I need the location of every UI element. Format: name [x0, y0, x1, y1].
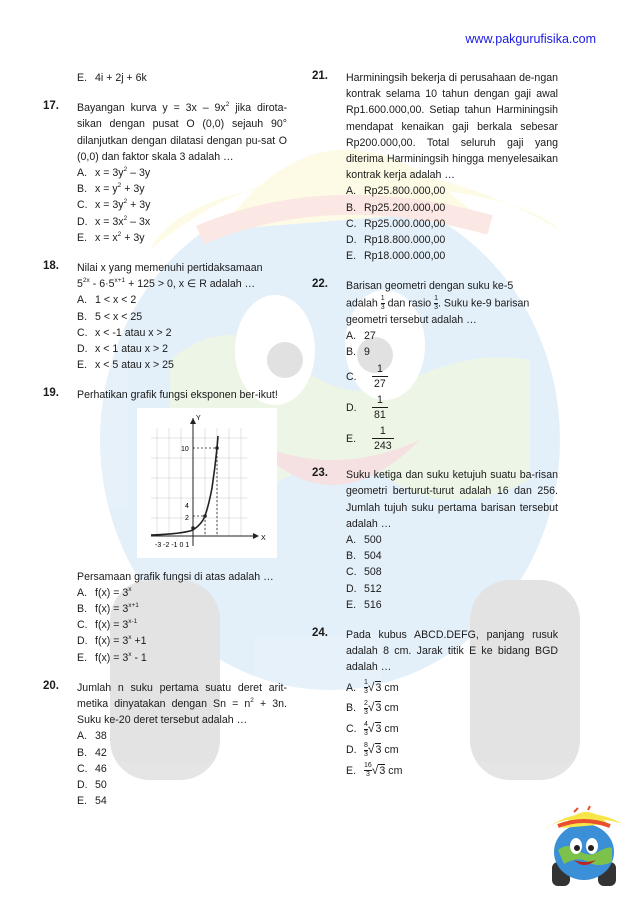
- question-19: [43, 387, 287, 665]
- x-tick-labels: -3 -2 -1 0 1: [155, 541, 190, 549]
- fraction: $\frac{1}{3}$: [364, 679, 368, 696]
- sqrt-icon: √: [367, 741, 375, 756]
- mascot-logo: [538, 800, 630, 890]
- option-c[interactable]: C. x < -1 atau x > 2: [77, 326, 172, 339]
- question-number: 17.: [43, 100, 59, 113]
- option-b[interactable]: B. $f(x) = 3^{x+1}$: [77, 602, 139, 616]
- option-d[interactable]: D. $\frac{8}{3}√3$ cm: [346, 741, 399, 758]
- question-stem: Nilai x yang memenuhi pertidaksamaan $5^{2x} - 6\cdot 5^{x+1} + 125 > 0$, x ∈ R adalah …: [77, 262, 263, 291]
- unit: cm: [384, 743, 399, 756]
- sqrt-icon: √: [371, 762, 379, 777]
- option-e[interactable]: E. x < 5 atau x > 25: [77, 359, 174, 372]
- option-c[interactable]: C. 46: [77, 762, 107, 775]
- option-b[interactable]: B. 9: [346, 346, 370, 359]
- question-number: 20.: [43, 679, 59, 692]
- y-axis-label: Y: [196, 414, 201, 422]
- question-stem: Barisan geometri dengan suku ke-5 adalah $\frac{1}{3}$ dan rasio $\frac{1}{3}$. Suku ke-9 barisan geometri tersebut adalah …: [346, 280, 530, 326]
- question-stem-2: Persamaan grafik fungsi di atas adalah …: [77, 570, 274, 583]
- option-c[interactable]: C. $\frac{1}{27}$: [346, 363, 386, 391]
- question-18: [43, 260, 287, 373]
- option-e[interactable]: E. $f(x) = 3^x - 1$: [77, 650, 147, 664]
- option-b[interactable]: B. $\frac{2}{3}√3$ cm: [346, 700, 399, 717]
- option-d[interactable]: D. Rp18.800.000,00: [346, 234, 446, 247]
- option-c[interactable]: C. $f(x) = 3^{x-1}$: [77, 618, 138, 632]
- radicand: 3: [375, 743, 382, 756]
- question-stem: Pada kubus ABCD.DEFG, panjang rusuk adalah 8 cm. Jarak titik E ke bidang BGD adalah …: [346, 629, 558, 674]
- question-number: 19.: [43, 387, 59, 400]
- question-20: [43, 679, 287, 810]
- option-e[interactable]: E. $x = x^2 + 3y$: [77, 230, 145, 244]
- option-b[interactable]: B. 5 < x < 25: [77, 310, 143, 323]
- fraction: $\frac{1}{27}$: [374, 363, 386, 391]
- option-a[interactable]: A. 500: [346, 534, 382, 547]
- question-22: [312, 278, 558, 453]
- radicand: 3: [375, 702, 382, 715]
- radicand: 3: [375, 681, 382, 694]
- option-d[interactable]: D. 512: [346, 582, 382, 595]
- question-23: [312, 467, 558, 613]
- question-number: 21.: [312, 70, 328, 82]
- fraction: $\frac{4}{3}$: [364, 720, 368, 737]
- sqrt-icon: √: [367, 679, 375, 694]
- fraction: $\frac{1}{243}$: [374, 425, 392, 453]
- radicand: 3: [379, 764, 386, 777]
- question-number: 18.: [43, 260, 59, 273]
- question-number: 24.: [312, 627, 328, 640]
- option-c[interactable]: C. Rp25.000.000,00: [346, 217, 446, 230]
- site-url[interactable]: www.pakgurufisika.com: [465, 32, 596, 46]
- option-c[interactable]: C. 508: [346, 566, 382, 579]
- option-a[interactable]: A. $\frac{1}{3}√3$ cm: [346, 679, 399, 696]
- option-d[interactable]: D. $\frac{1}{81}$: [346, 394, 386, 422]
- option-e[interactable]: E. 516: [346, 598, 382, 611]
- radicand: 3: [375, 723, 382, 736]
- option-e[interactable]: E. Rp18.000.000,00: [346, 250, 446, 263]
- option-b[interactable]: B. 42: [77, 746, 107, 759]
- question-stem: Perhatikan grafik fungsi eksponen ber-ikut!: [77, 389, 278, 402]
- fraction: $\frac{16}{3}$: [364, 762, 372, 779]
- question-24: [312, 627, 558, 779]
- option-b[interactable]: B. 504: [346, 550, 382, 563]
- question-stem: Harminingsih bekerja di perusahaan de-ngan kontrak selama 10 tahun dengan gaji awal Rp1.600.000,00. Setiap tahun Harminingsih mendapat kenaikan gaji berkala sebesar Rp200.000,00. Total seluruh gaji yang diterima Harminingsih hingga menyelesaikan kontrak kerja adalah …: [346, 72, 558, 182]
- question-stem: Suku ketiga dan suku ketujuh suatu ba-risan geometri berturut-turut adalah 16 dan 256. Jumlah tujuh suku pertama barisan tersebut adalah …: [346, 469, 558, 530]
- vector-answer: 4i + 2j + 6k: [95, 72, 147, 84]
- option-a[interactable]: A. 38: [77, 730, 107, 743]
- fraction: $\frac{8}{3}$: [364, 741, 368, 758]
- sqrt-icon: √: [367, 721, 375, 736]
- option-a[interactable]: A. $x = 3y^2 - 3y$: [77, 166, 151, 180]
- question-17: [43, 100, 288, 246]
- option-e[interactable]: E. $\frac{16}{3}√3$ cm: [346, 762, 403, 779]
- x-axis-label: X: [261, 534, 266, 542]
- option-e[interactable]: E. $\frac{1}{243}$: [346, 425, 392, 453]
- option-c[interactable]: C. $x = 3y^2 + 3y$: [77, 198, 151, 212]
- y-tick-label: 4: [185, 502, 189, 510]
- y-tick-label: 10: [181, 445, 189, 453]
- option-a[interactable]: A. Rp25.800.000,00: [346, 185, 446, 198]
- unit: cm: [384, 723, 399, 736]
- y-tick-label: 2: [185, 514, 189, 522]
- unit: cm: [384, 702, 399, 715]
- option-d[interactable]: D. $f(x) = 3^x +1$: [77, 634, 147, 648]
- question-stem: Jumlah n suku pertama suatu deret arit-metika dinyatakan dengan $Sn = n^2 + 3n$. Suku ke-20 deret tersebut adalah …: [77, 681, 287, 727]
- option-d[interactable]: D. x < 1 atau x > 2: [77, 343, 169, 356]
- option-a[interactable]: A. 1 < x < 2: [77, 294, 137, 307]
- option-e[interactable]: E. 54: [77, 795, 107, 808]
- question-21: [312, 70, 558, 264]
- right-column: [312, 70, 558, 793]
- fraction: $\frac{1}{81}$: [374, 394, 386, 422]
- option-a[interactable]: A. $f(x) = 3^x$: [77, 585, 132, 599]
- question-stem: Bayangan kurva $y = 3x - 9x^2$ jika dirota-sikan dengan pusat O (0,0) sejauh 90° dilanjutkan dengan dilatasi dengan pu-sat O (0,0) dan faktor skala 3 adalah …: [77, 101, 288, 163]
- fraction: $\frac{2}{3}$: [364, 700, 368, 717]
- prev-option-e: E. 4i + 2j + 6k: [77, 72, 147, 84]
- option-d[interactable]: D. 50: [77, 779, 107, 792]
- option-b[interactable]: B. Rp25.200.000,00: [346, 201, 446, 214]
- option-a[interactable]: A. 27: [346, 329, 376, 342]
- sqrt-icon: √: [367, 700, 375, 715]
- question-number: 22.: [312, 278, 328, 291]
- unit: cm: [384, 681, 399, 694]
- left-column: [43, 70, 288, 824]
- question-number: 23.: [312, 467, 328, 480]
- unit: cm: [388, 764, 403, 777]
- option-d[interactable]: D. $x = 3x^2 - 3x$: [77, 214, 151, 228]
- option-b[interactable]: B. $x = y^2 + 3y$: [77, 182, 145, 196]
- exponential-graph: [137, 408, 277, 558]
- option-c[interactable]: C. $\frac{4}{3}√3$ cm: [346, 720, 399, 737]
